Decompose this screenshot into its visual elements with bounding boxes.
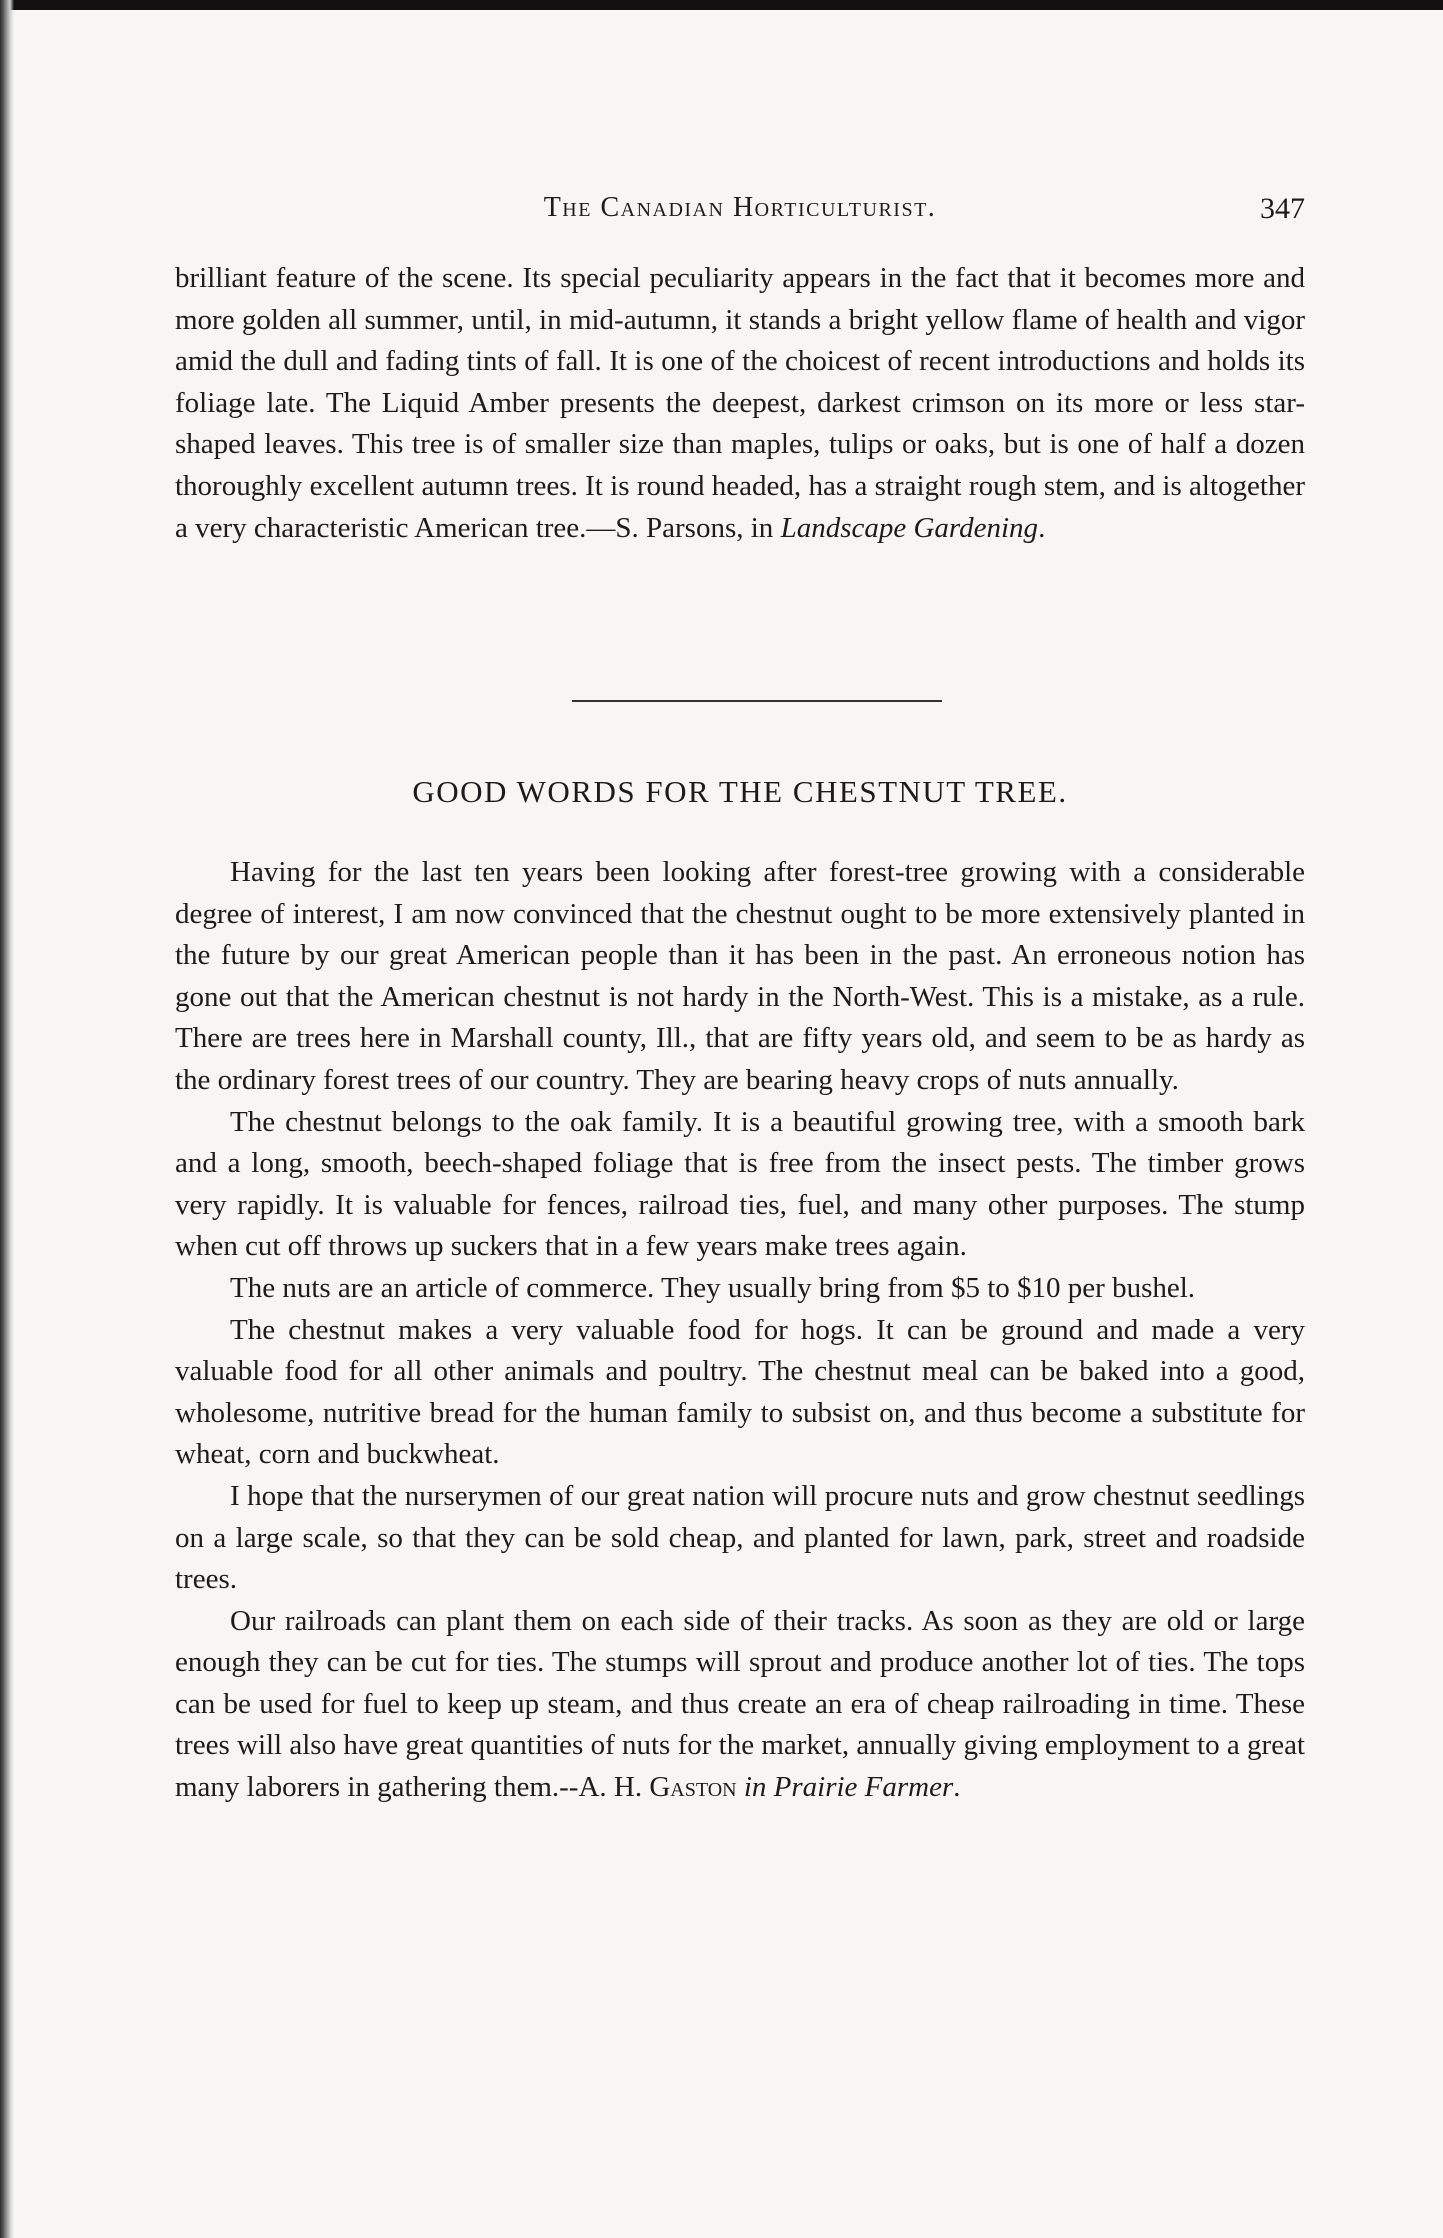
author-name: A. H. Gaston — [578, 1771, 737, 1804]
section-divider — [572, 700, 942, 702]
article-paragraph: I hope that the nurserymen of our great nation will procure nuts and grow chestnut seedlings on a large scale, so that they can be sold cheap, and planted for lawn, park, street and roadside trees. — [175, 1479, 1305, 1596]
article-paragraph: The chestnut makes a very valuable food for hogs. It can be ground and made a very valuable food for all other animals and poultry. The chestnut meal can be baked into a good, wholesome, nutritive bread for the human family to subsist on, and thus become a substitute for wheat, corn and buckwheat. — [175, 1313, 1305, 1471]
last-paragraph-text: Our railroads can plant them on each side of their tracks. As soon as they are old or large enough they can be cut for ties. The stumps will sprout and produce another lot of ties. The tops can be used for fuel to keep up steam, and thus create an era of cheap railroading in time. These trees will also have great quantities of nuts for the market, annually giving employment to a great many laborers in gathering them.-- — [175, 1604, 1305, 1804]
source-publication: Prairie Farmer — [773, 1771, 954, 1804]
source-end: . — [1038, 511, 1046, 544]
continued-paragraph-text — [175, 258, 1305, 549]
last-paragraph-end: . — [953, 1771, 961, 1804]
article-body — [175, 852, 1305, 1809]
in-word: in — [736, 1771, 774, 1804]
page-number: 347 — [1260, 192, 1305, 225]
article-heading: GOOD WORDS FOR THE CHESTNUT TREE. — [412, 774, 1068, 809]
article-paragraph: Having for the last ten years been looking after forest-tree growing with a considerable degree of interest, I am now convinced that the chestnut ought to be more extensively planted in the future by our great American people than it has been in the past. An erroneous notion has gone out that the American chestnut is not hardy in the North-West. This is a mistake, as a rule. There are trees here in Marshall county, Ill., that are fifty years old, and seem to be as hardy as the ordinary forest trees of our country. They are bearing heavy crops of nuts annually. — [175, 856, 1305, 1096]
running-head — [175, 188, 1305, 238]
scan-left-edge — [0, 0, 14, 2238]
continued-paragraph — [175, 258, 1305, 549]
scan-top-border — [0, 0, 1443, 10]
article-paragraph: The nuts are an article of commerce. They usually bring from $5 to $10 per bushel. — [230, 1271, 1196, 1304]
article-paragraph: The chestnut belongs to the oak family. It is a beautiful growing tree, with a smooth bark and a long, smooth, beech-shaped foliage that is free from the insect pests. The timber grows very rapidly. It is valuable for fences, railroad ties, fuel, and many other purposes. The stump when cut off throws up suckers that in a few years make trees again. — [175, 1105, 1305, 1263]
article-last-paragraph — [175, 1601, 1305, 1809]
continued-text: brilliant feature of the scene. Its special peculiarity appears in the fact that it becomes more and more golden all summer, until, in mid-autumn, it stands a bright yellow flame of health and vigor amid the dull and fading tints of fall. It is one of the choicest of recent introductions and holds its foliage late. The Liquid Amber presents the deepest, darkest crimson on its more or less star-shaped leaves. This tree is of smaller size than maples, tulips or oaks, but is one of half a dozen thoroughly excellent autumn trees. It is round headed, has a straight rough stem, and is altogether a very characteristic American tree.—S. Parsons, in — [175, 262, 1305, 544]
journal-title: The Canadian Horticulturist. — [543, 192, 937, 223]
source-title: Landscape Gardening — [780, 511, 1039, 544]
